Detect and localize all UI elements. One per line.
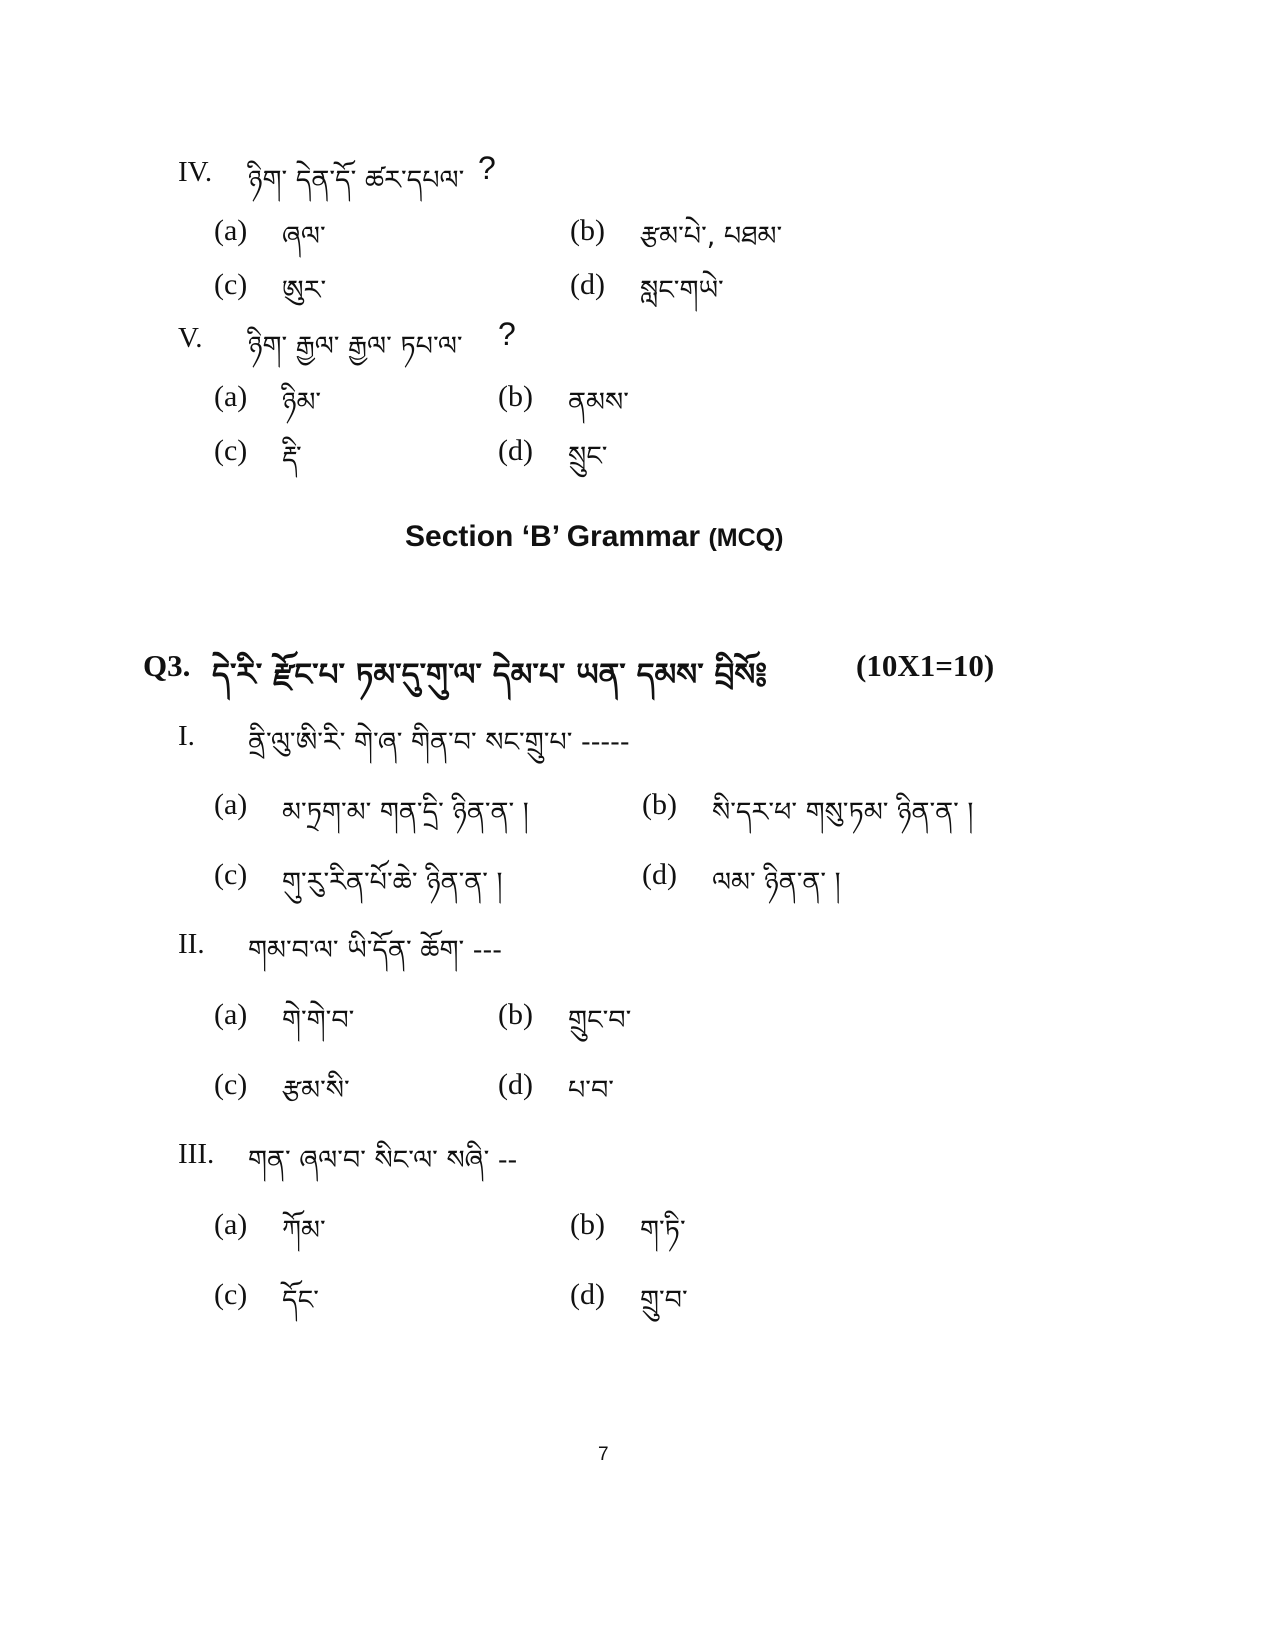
q-v-option-c-label: (c) bbox=[214, 434, 248, 467]
q-v-option-a-label: (a) bbox=[214, 380, 248, 413]
q3-i-option-d-label: (d) bbox=[642, 858, 677, 891]
q-iv-option-d-label: (d) bbox=[570, 268, 605, 301]
q3-ii-text: གམ་བ་ལ་ ཡི་དོན་ ཆོག་ --- bbox=[248, 935, 502, 966]
q3-ii-option-d-text: པ་བ་ bbox=[568, 1075, 614, 1106]
q3-iii-option-a-text: ཀོམ་ bbox=[282, 1215, 326, 1246]
q3-ii-option-c-label: (c) bbox=[214, 1068, 248, 1101]
question-iv-numeral: IV. bbox=[178, 156, 213, 188]
q3-iii-option-c-label: (c) bbox=[214, 1278, 248, 1311]
q3-i-text: ནྲི་ལུ་ཨི་རི་ གེ་ཞ་ གིན་བ་ སང་གྲུ་པ་ ----- bbox=[248, 727, 630, 758]
q3-i-option-c-text: གུ་རུ་རིན་པོ་ཆེ་ ཉིན་ན་ ། bbox=[282, 867, 503, 898]
q-v-option-b-text: ནམས་ bbox=[568, 387, 629, 418]
question-v-text: ཉིག་ རྒྱལ་ རྒྱལ་ ཏཔ་ལ་ bbox=[248, 331, 463, 362]
question-iv-text: ཉིག་ དེན་དོ་ ཚར་དཔལ་ bbox=[248, 165, 465, 196]
q-v-option-c-text: རྡི་ bbox=[282, 441, 302, 472]
section-suffix: (MCQ) bbox=[708, 524, 784, 552]
q-iv-option-a-label: (a) bbox=[214, 214, 248, 247]
q-v-option-b-label: (b) bbox=[498, 380, 533, 413]
q-iv-option-c-text: ཨུར་ bbox=[282, 275, 327, 306]
q-iv-option-b-label: (b) bbox=[570, 214, 605, 247]
q3-ii-option-b-label: (b) bbox=[498, 998, 533, 1031]
q3-label: Q3. bbox=[143, 648, 191, 683]
q-iv-option-d-text: སླང་གཡེ་ bbox=[640, 275, 724, 306]
section-heading bbox=[405, 520, 783, 554]
q3-iii-option-a-label: (a) bbox=[214, 1208, 248, 1241]
q3-i-option-b-label: (b) bbox=[642, 788, 677, 821]
q3-iii-option-d-label: (d) bbox=[570, 1278, 605, 1311]
q3-i-option-a-text: མ་ཏྲག་མ་ གན་དྲི་ ཉིན་ན་ ། bbox=[282, 797, 529, 828]
q3-ii-option-c-text: རྩམ་སི་ bbox=[282, 1075, 350, 1106]
q3-iii-option-b-label: (b) bbox=[570, 1208, 605, 1241]
q3-i-option-d-text: ལམ་ ཉིན་ན་ ། bbox=[712, 867, 841, 898]
q3-ii-option-a-label: (a) bbox=[214, 998, 248, 1031]
q3-ii-option-b-text: གྲུང་བ་ bbox=[568, 1005, 632, 1036]
q3-ii-option-a-text: གེ་གེ་བ་ bbox=[282, 1005, 355, 1036]
q3-iii-option-c-text: དོང་ bbox=[282, 1285, 319, 1316]
question-v-qmark: ? bbox=[498, 316, 516, 352]
q-iv-option-c-label: (c) bbox=[214, 268, 248, 301]
q-v-option-d-label: (d) bbox=[498, 434, 533, 467]
page-number: 7 bbox=[598, 1444, 609, 1465]
question-iv-qmark: ? bbox=[478, 150, 496, 186]
q3-i-option-a-label: (a) bbox=[214, 788, 248, 821]
q3-iii-option-d-text: གྲུ་བ་ bbox=[640, 1285, 688, 1316]
q3-iii-numeral: III. bbox=[178, 1138, 215, 1170]
q-v-option-d-text: སྲུང་ bbox=[568, 441, 608, 472]
q-iv-option-b-text: རྩམ་པེ་, པཐམ་ bbox=[640, 221, 783, 252]
q3-i-option-c-label: (c) bbox=[214, 858, 248, 891]
q3-i-option-b-text: སི་དར་ཕ་ གསུ་ཏམ་ ཉིན་ན་ ། bbox=[712, 797, 974, 828]
q3-iii-option-b-text: ག་ཏི་ bbox=[640, 1215, 686, 1246]
section-title: Section ‘B’ Grammar bbox=[405, 520, 701, 553]
q3-iii-text: གན་ ཞལ་བ་ སིང་ལ་ སཞི་ -- bbox=[248, 1145, 518, 1176]
question-v-numeral: V. bbox=[178, 322, 203, 354]
q-iv-option-a-text: ཞལ་ bbox=[282, 221, 326, 252]
q3-i-numeral: I. bbox=[178, 720, 195, 752]
q3-ii-numeral: II. bbox=[178, 928, 205, 960]
q3-instruction: དེ་རི་ རྫོང་པ་ ཏམ་དུ་གུ་ལ་ དེམ་པ་ ཡན་ དམས་ བྲིསོ༔ bbox=[212, 657, 768, 693]
q3-marks: (10X1=10) bbox=[856, 648, 995, 683]
q3-ii-option-d-label: (d) bbox=[498, 1068, 533, 1101]
q-v-option-a-text: ཉིམ་ bbox=[282, 387, 322, 418]
